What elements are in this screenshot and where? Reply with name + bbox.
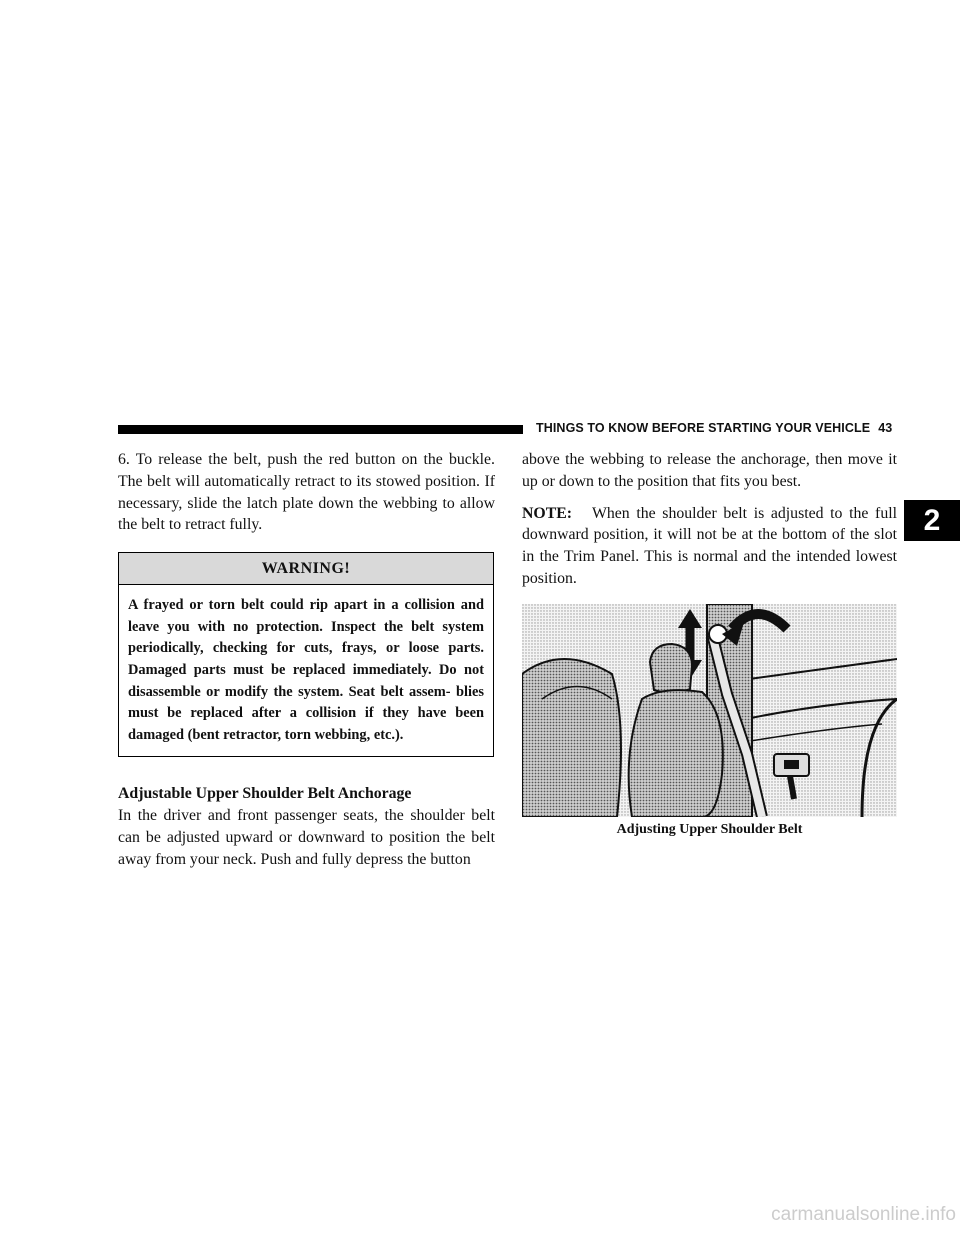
step-6-paragraph: 6. To release the belt, push the red button on the buckle. The belt will automatically retract to its stowed position. If necessary, slide the latch plate down the webbing to allow the belt to retract fully.	[118, 451, 495, 534]
section-heading: Adjustable Upper Shoulder Belt Anchorage	[118, 785, 412, 803]
section-paragraph: In the driver and front passenger seats, the shoulder belt can be adjusted upward or downward to position the belt away from your neck. Push and fully depress the button	[118, 807, 495, 868]
right-column	[522, 449, 897, 839]
warning-box	[118, 552, 494, 757]
note-paragraph	[522, 503, 897, 590]
warning-title: WARNING!	[119, 553, 493, 585]
page-number: 43	[878, 421, 893, 435]
header-title: THINGS TO KNOW BEFORE STARTING YOUR VEHICLE	[536, 421, 871, 435]
figure-caption: Adjusting Upper Shoulder Belt	[616, 821, 803, 837]
running-header	[536, 421, 896, 435]
watermark: carmanualsonline.info	[771, 1204, 956, 1225]
header-rule	[118, 425, 523, 434]
note-label: NOTE:	[522, 504, 573, 522]
note-text: When the shoulder belt is adjusted to the full downward position, it will not be at the bottom of the slot in the Trim Panel. This is normal and the intended lowest position.	[522, 504, 897, 587]
warning-text: A frayed or torn belt could rip apart in a collision and leave you with no protection. Inspect the belt system periodically, checking for cuts, frays, or loose parts. Damaged parts must be replaced immediately. Do not disassemble or modify the system. Seat belt assem- blies must be replaced after a collision if they have been damaged (bent retractor, torn webbing, etc.).	[128, 597, 484, 743]
continued-paragraph: above the webbing to release the anchorage, then move it up or down to the position that fits you best.	[522, 451, 897, 490]
left-column	[118, 449, 495, 871]
chapter-tab: 2	[904, 500, 960, 541]
shoulder-belt-illustration	[522, 604, 897, 817]
